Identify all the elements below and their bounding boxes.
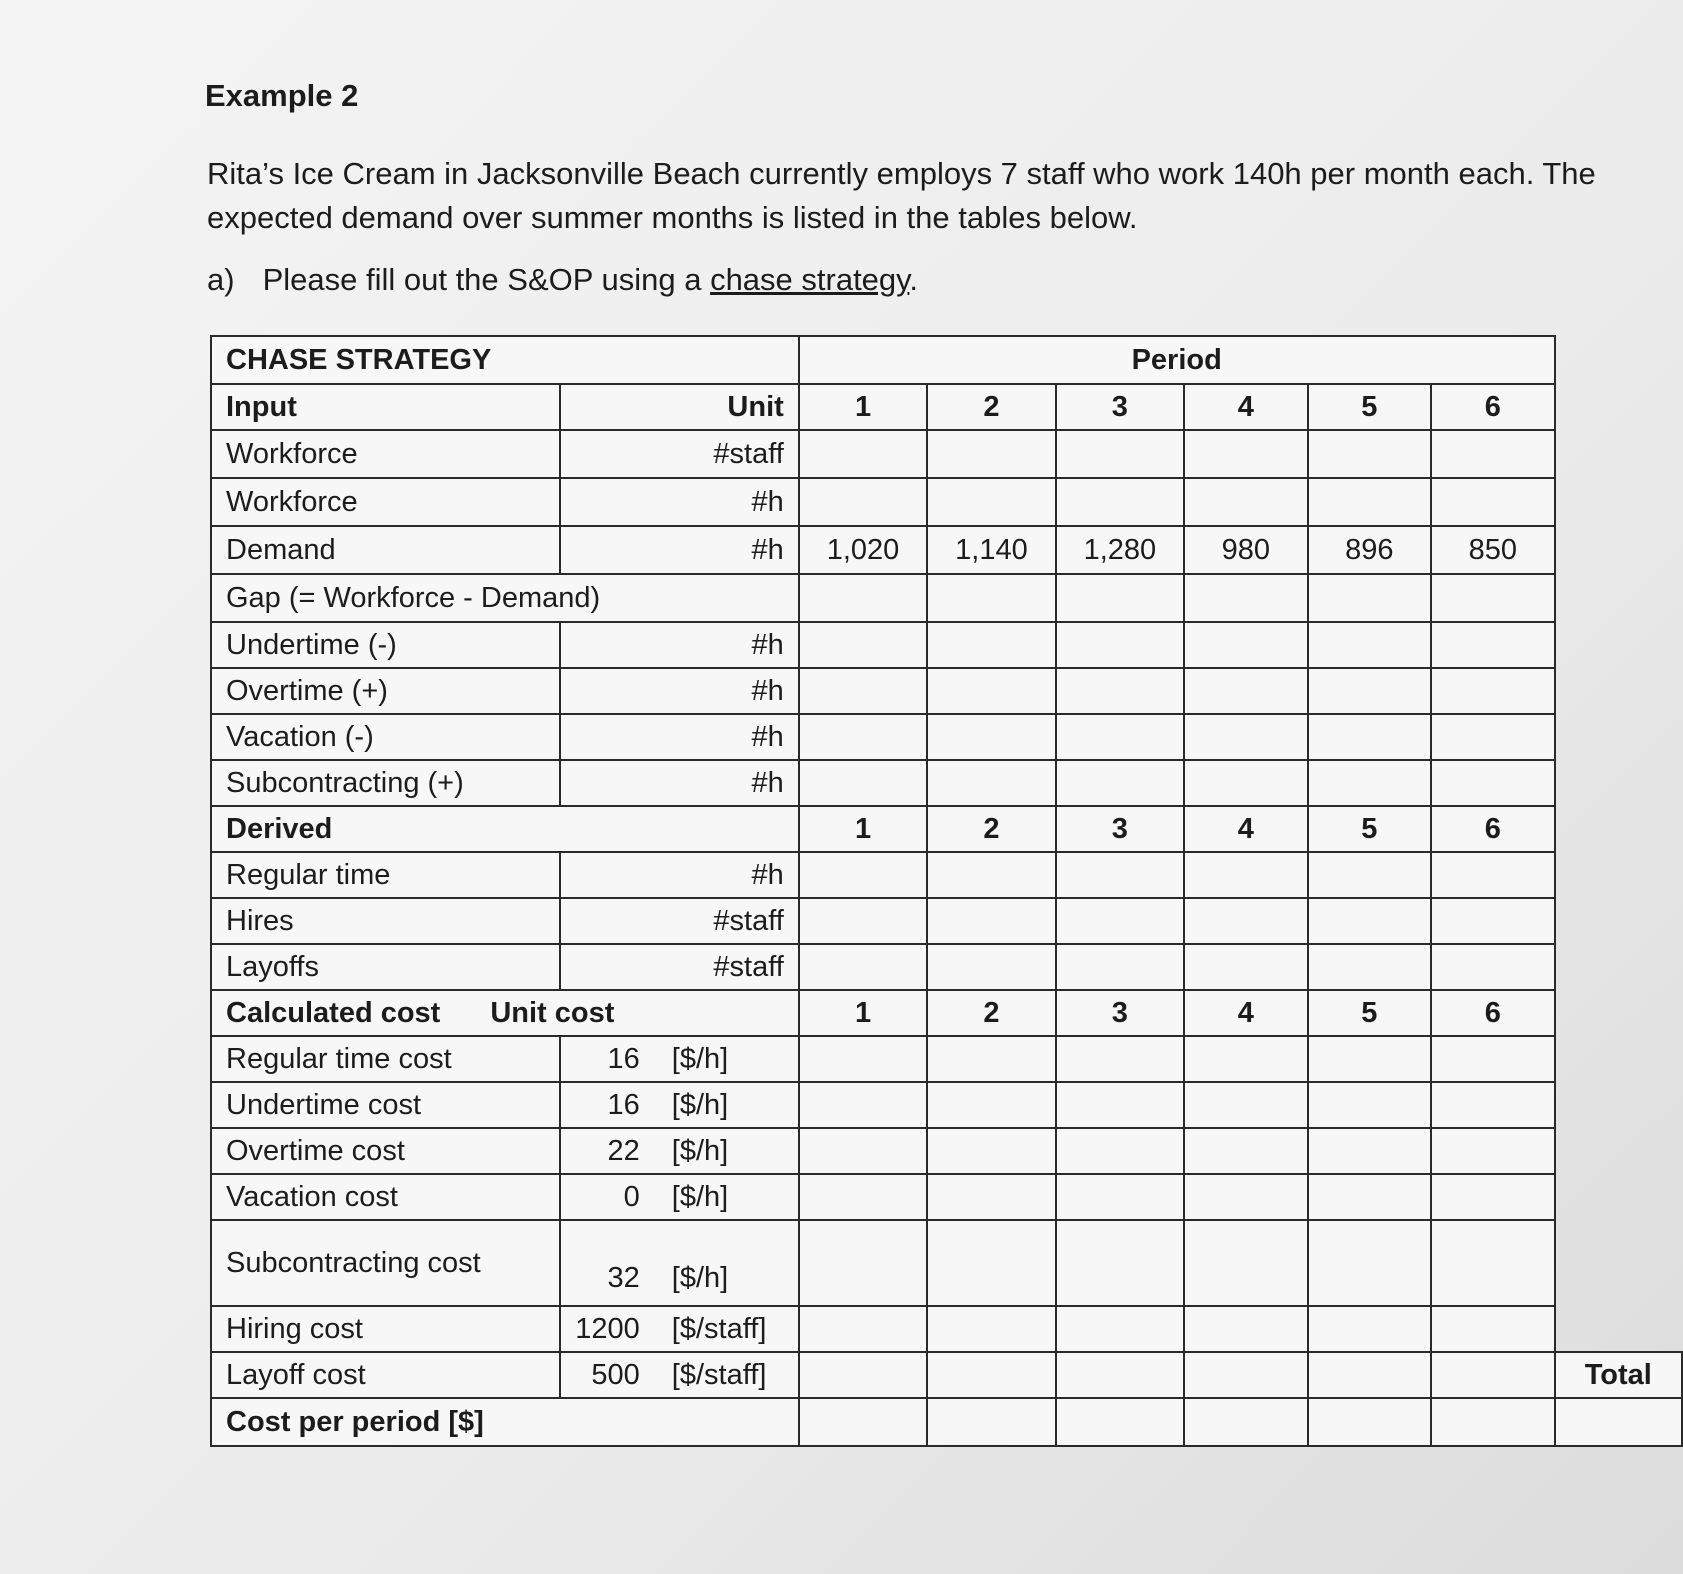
row-label: Undertime cost xyxy=(211,1082,560,1128)
value-cell[interactable] xyxy=(799,1174,927,1220)
cost-row xyxy=(211,1220,1682,1306)
row-unit: #staff xyxy=(560,944,799,990)
value-cell[interactable] xyxy=(1308,852,1432,898)
unit-cost-cell xyxy=(560,1220,799,1306)
value-cell[interactable] xyxy=(927,1352,1055,1398)
unit-column-header: Unit xyxy=(560,384,799,430)
value-cell[interactable] xyxy=(1184,1036,1308,1082)
period-number: 5 xyxy=(1308,990,1432,1036)
period-number: 3 xyxy=(1056,384,1184,430)
unit-cost-value: 500 xyxy=(591,1358,640,1391)
row-unit: #h xyxy=(560,526,799,574)
value-cell[interactable] xyxy=(1431,1398,1555,1446)
row-label: Overtime cost xyxy=(211,1128,560,1174)
value-cell[interactable] xyxy=(1184,1306,1308,1352)
value-cell[interactable] xyxy=(927,1128,1055,1174)
empty-margin xyxy=(1555,384,1682,430)
value-cell[interactable] xyxy=(1431,622,1555,668)
value-cell[interactable] xyxy=(1431,1128,1555,1174)
value-cell[interactable] xyxy=(799,1082,927,1128)
unit-cost-cell xyxy=(560,1174,799,1220)
period-number: 4 xyxy=(1184,384,1308,430)
question-underlined-term: chase strategy xyxy=(710,262,910,297)
row-label: Subcontracting (+) xyxy=(211,760,560,806)
value-cell[interactable] xyxy=(1308,1352,1432,1398)
derived-row xyxy=(211,898,1682,944)
value-cell[interactable] xyxy=(927,1082,1055,1128)
value-cell[interactable] xyxy=(799,622,927,668)
value-cell[interactable] xyxy=(1184,622,1308,668)
row-label: Subcontracting cost xyxy=(211,1220,560,1306)
value-cell[interactable] xyxy=(1308,430,1432,478)
row-unit: #h xyxy=(560,852,799,898)
value-cell[interactable] xyxy=(1184,944,1308,990)
row-label: Hiring cost xyxy=(211,1306,560,1352)
value-cell[interactable] xyxy=(1431,430,1555,478)
value-cell[interactable] xyxy=(799,760,927,806)
value-cell[interactable] xyxy=(927,1036,1055,1082)
value-cell[interactable] xyxy=(927,1174,1055,1220)
cost-row xyxy=(211,1036,1682,1082)
question-a xyxy=(207,262,918,298)
period-number: 1 xyxy=(799,990,927,1036)
value-cell[interactable] xyxy=(1184,478,1308,526)
value-cell[interactable] xyxy=(1308,760,1432,806)
value-cell[interactable] xyxy=(1431,714,1555,760)
value-cell[interactable] xyxy=(1056,574,1184,622)
value-cell[interactable] xyxy=(1184,760,1308,806)
period-number: 2 xyxy=(927,806,1055,852)
empty-margin xyxy=(1555,622,1682,668)
value-cell[interactable] xyxy=(1184,430,1308,478)
empty-margin xyxy=(1555,1128,1682,1174)
empty-margin xyxy=(1555,898,1682,944)
cost-header-row xyxy=(211,990,1682,1036)
value-cell[interactable] xyxy=(1184,1220,1308,1306)
value-cell[interactable] xyxy=(799,714,927,760)
period-number: 3 xyxy=(1056,806,1184,852)
period-number: 2 xyxy=(927,384,1055,430)
period-number: 6 xyxy=(1431,384,1555,430)
cost-per-period-label: Cost per period [$] xyxy=(211,1398,799,1446)
empty-margin xyxy=(1555,668,1682,714)
row-label: Workforce xyxy=(211,478,560,526)
input-row xyxy=(211,526,1682,574)
value-cell[interactable] xyxy=(1056,944,1184,990)
cost-per-period-row xyxy=(211,1398,1682,1446)
period-number: 3 xyxy=(1056,990,1184,1036)
value-cell[interactable] xyxy=(1431,1352,1555,1398)
value-cell[interactable]: 896 xyxy=(1308,526,1432,574)
value-cell[interactable] xyxy=(1056,1128,1184,1174)
question-end: . xyxy=(909,262,918,297)
gap-detail-row xyxy=(211,760,1682,806)
unit-cost-value: 16 xyxy=(607,1088,640,1121)
value-cell[interactable] xyxy=(1056,430,1184,478)
unit-cost-unit: [$/h] xyxy=(671,1042,729,1075)
value-cell[interactable] xyxy=(1308,944,1432,990)
period-number: 5 xyxy=(1308,806,1432,852)
value-cell[interactable] xyxy=(1056,1174,1184,1220)
cost-row xyxy=(211,1352,1682,1398)
value-cell[interactable] xyxy=(799,668,927,714)
value-cell[interactable] xyxy=(1056,852,1184,898)
value-cell[interactable] xyxy=(1184,574,1308,622)
empty-margin xyxy=(1555,1082,1682,1128)
value-cell[interactable] xyxy=(1431,478,1555,526)
value-cell[interactable] xyxy=(1184,1128,1308,1174)
unit-cost-value: 1200 xyxy=(575,1312,640,1345)
value-cell[interactable] xyxy=(1184,852,1308,898)
value-cell[interactable] xyxy=(1308,668,1432,714)
value-cell[interactable] xyxy=(1431,1036,1555,1082)
derived-row xyxy=(211,944,1682,990)
value-cell[interactable] xyxy=(927,898,1055,944)
gap-detail-row xyxy=(211,622,1682,668)
value-cell[interactable] xyxy=(799,852,927,898)
value-cell[interactable] xyxy=(799,1398,927,1446)
intro-paragraph: Rita’s Ice Cream in Jacksonville Beach currently employs 7 staff who work 140h per month each. The expected demand over summer months is listed in the tables below. xyxy=(207,156,1596,235)
value-cell[interactable] xyxy=(927,852,1055,898)
empty-margin xyxy=(1555,852,1682,898)
value-cell[interactable] xyxy=(799,1352,927,1398)
cost-row xyxy=(211,1082,1682,1128)
table-title: CHASE STRATEGY xyxy=(211,336,799,384)
value-cell[interactable] xyxy=(1184,668,1308,714)
value-cell[interactable] xyxy=(1056,760,1184,806)
value-cell[interactable] xyxy=(927,760,1055,806)
row-unit: #h xyxy=(560,478,799,526)
value-cell[interactable] xyxy=(1431,1082,1555,1128)
title-row xyxy=(211,336,1682,384)
empty-margin xyxy=(1555,806,1682,852)
derived-row xyxy=(211,852,1682,898)
value-cell[interactable] xyxy=(1184,898,1308,944)
cost-row xyxy=(211,1174,1682,1220)
value-cell[interactable] xyxy=(927,714,1055,760)
row-label: Regular time cost xyxy=(211,1036,560,1082)
value-cell[interactable] xyxy=(1431,852,1555,898)
unit-cost-unit: [$/h] xyxy=(671,1134,729,1167)
period-number: 4 xyxy=(1184,806,1308,852)
value-cell[interactable] xyxy=(927,574,1055,622)
unit-cost-cell xyxy=(560,1306,799,1352)
value-cell[interactable] xyxy=(927,430,1055,478)
row-label: Layoff cost xyxy=(211,1352,560,1398)
value-cell[interactable] xyxy=(1308,714,1432,760)
empty-margin xyxy=(1555,760,1682,806)
row-label: Vacation (-) xyxy=(211,714,560,760)
value-cell[interactable] xyxy=(927,1220,1055,1306)
total-value-cell[interactable] xyxy=(1555,1398,1682,1446)
input-row xyxy=(211,430,1682,478)
value-cell[interactable] xyxy=(1056,668,1184,714)
empty-margin xyxy=(1555,574,1682,622)
value-cell[interactable] xyxy=(799,1306,927,1352)
value-cell[interactable] xyxy=(1308,574,1432,622)
value-cell[interactable] xyxy=(1431,898,1555,944)
value-cell[interactable] xyxy=(799,944,927,990)
value-cell[interactable] xyxy=(1056,1306,1184,1352)
empty-margin xyxy=(1555,990,1682,1036)
row-label: Hires xyxy=(211,898,560,944)
value-cell[interactable] xyxy=(799,1128,927,1174)
value-cell[interactable] xyxy=(1431,668,1555,714)
input-header-row xyxy=(211,384,1682,430)
derived-section-label: Derived xyxy=(211,806,799,852)
empty-margin xyxy=(1555,430,1682,478)
empty-margin xyxy=(1555,1036,1682,1082)
empty-margin xyxy=(1555,714,1682,760)
unit-cost-value: 32 xyxy=(607,1261,640,1294)
value-cell[interactable] xyxy=(1308,478,1432,526)
row-unit: #h xyxy=(560,760,799,806)
unit-cost-value: 0 xyxy=(623,1180,640,1213)
row-label: Layoffs xyxy=(211,944,560,990)
value-cell[interactable] xyxy=(799,574,927,622)
value-cell[interactable] xyxy=(1308,1036,1432,1082)
value-cell[interactable]: 1,280 xyxy=(1056,526,1184,574)
period-number: 1 xyxy=(799,806,927,852)
value-cell[interactable] xyxy=(1431,1174,1555,1220)
value-cell[interactable] xyxy=(799,898,927,944)
question-text: Please fill out the S&OP using a xyxy=(262,262,711,297)
period-number: 4 xyxy=(1184,990,1308,1036)
value-cell[interactable] xyxy=(1184,714,1308,760)
value-cell[interactable]: 1,020 xyxy=(799,526,927,574)
value-cell[interactable] xyxy=(1184,1398,1308,1446)
cost-section-label: Calculated cost xyxy=(226,996,441,1029)
value-cell[interactable] xyxy=(799,1036,927,1082)
value-cell[interactable] xyxy=(799,430,927,478)
empty-margin xyxy=(1555,526,1682,574)
value-cell[interactable] xyxy=(927,1306,1055,1352)
row-label: Vacation cost xyxy=(211,1174,560,1220)
row-unit: #staff xyxy=(560,430,799,478)
row-unit: #staff xyxy=(560,898,799,944)
value-cell[interactable] xyxy=(1056,1352,1184,1398)
unit-cost-cell xyxy=(560,1036,799,1082)
value-cell[interactable] xyxy=(1056,714,1184,760)
derived-header-row xyxy=(211,806,1682,852)
gap-detail-row xyxy=(211,714,1682,760)
unit-cost-header: Unit cost xyxy=(490,996,615,1029)
row-unit: #h xyxy=(560,668,799,714)
value-cell[interactable] xyxy=(927,1398,1055,1446)
row-unit: #h xyxy=(560,714,799,760)
value-cell[interactable] xyxy=(1431,574,1555,622)
empty-margin xyxy=(1555,1174,1682,1220)
value-cell[interactable] xyxy=(1056,898,1184,944)
unit-cost-unit: [$/h] xyxy=(671,1180,729,1213)
value-cell[interactable] xyxy=(1308,1220,1432,1306)
value-cell[interactable] xyxy=(1184,1082,1308,1128)
value-cell[interactable] xyxy=(1056,1398,1184,1446)
value-cell[interactable] xyxy=(1308,898,1432,944)
unit-cost-value: 22 xyxy=(607,1134,640,1167)
row-label: Regular time xyxy=(211,852,560,898)
value-cell[interactable] xyxy=(1056,1082,1184,1128)
unit-cost-unit: [$/staff] xyxy=(671,1312,767,1345)
period-number: 6 xyxy=(1431,806,1555,852)
cost-row xyxy=(211,1306,1682,1352)
page-heading: Example 2 xyxy=(205,78,359,113)
value-cell[interactable] xyxy=(1056,478,1184,526)
period-number: 1 xyxy=(799,384,927,430)
gap-detail-row xyxy=(211,668,1682,714)
value-cell[interactable] xyxy=(927,478,1055,526)
empty-margin xyxy=(1555,1220,1682,1306)
value-cell[interactable] xyxy=(1056,1036,1184,1082)
value-cell[interactable]: 850 xyxy=(1431,526,1555,574)
unit-cost-unit: [$/staff] xyxy=(671,1358,767,1391)
input-section-label: Input xyxy=(211,384,560,430)
value-cell[interactable] xyxy=(1184,1174,1308,1220)
value-cell[interactable] xyxy=(1431,1220,1555,1306)
input-row xyxy=(211,478,1682,526)
value-cell[interactable] xyxy=(1308,1128,1432,1174)
value-cell[interactable] xyxy=(1431,1306,1555,1352)
question-label: a) xyxy=(207,262,235,297)
value-cell[interactable] xyxy=(1184,1352,1308,1398)
value-cell[interactable] xyxy=(927,944,1055,990)
row-label: Overtime (+) xyxy=(211,668,560,714)
value-cell[interactable] xyxy=(1056,622,1184,668)
gap-row xyxy=(211,574,1682,622)
row-label: Demand xyxy=(211,526,560,574)
unit-cost-value: 16 xyxy=(607,1042,640,1075)
gap-label: Gap (= Workforce - Demand) xyxy=(211,574,799,622)
period-number: 2 xyxy=(927,990,1055,1036)
unit-cost-unit: [$/h] xyxy=(671,1088,729,1121)
unit-cost-unit: [$/h] xyxy=(671,1261,729,1294)
value-cell[interactable]: 980 xyxy=(1184,526,1308,574)
unit-cost-cell xyxy=(560,1352,799,1398)
period-number: 5 xyxy=(1308,384,1432,430)
value-cell[interactable]: 1,140 xyxy=(927,526,1055,574)
row-label: Undertime (-) xyxy=(211,622,560,668)
value-cell[interactable] xyxy=(927,668,1055,714)
sop-table xyxy=(210,335,1683,1447)
empty-margin xyxy=(1555,944,1682,990)
value-cell[interactable] xyxy=(1308,1174,1432,1220)
value-cell[interactable] xyxy=(799,1220,927,1306)
value-cell[interactable] xyxy=(1056,1220,1184,1306)
cost-section-header xyxy=(211,990,799,1036)
value-cell[interactable] xyxy=(1308,1306,1432,1352)
row-unit: #h xyxy=(560,622,799,668)
value-cell[interactable] xyxy=(1308,1398,1432,1446)
cost-row xyxy=(211,1128,1682,1174)
period-header: Period xyxy=(799,336,1555,384)
value-cell[interactable] xyxy=(927,622,1055,668)
value-cell[interactable] xyxy=(799,478,927,526)
unit-cost-cell xyxy=(560,1082,799,1128)
unit-cost-cell xyxy=(560,1128,799,1174)
empty-margin xyxy=(1555,1306,1682,1352)
value-cell[interactable] xyxy=(1431,760,1555,806)
row-label: Workforce xyxy=(211,430,560,478)
value-cell[interactable] xyxy=(1308,622,1432,668)
empty-margin xyxy=(1555,478,1682,526)
empty-margin xyxy=(1555,336,1682,384)
value-cell[interactable] xyxy=(1308,1082,1432,1128)
value-cell[interactable] xyxy=(1431,944,1555,990)
total-header: Total xyxy=(1555,1352,1682,1398)
period-number: 6 xyxy=(1431,990,1555,1036)
